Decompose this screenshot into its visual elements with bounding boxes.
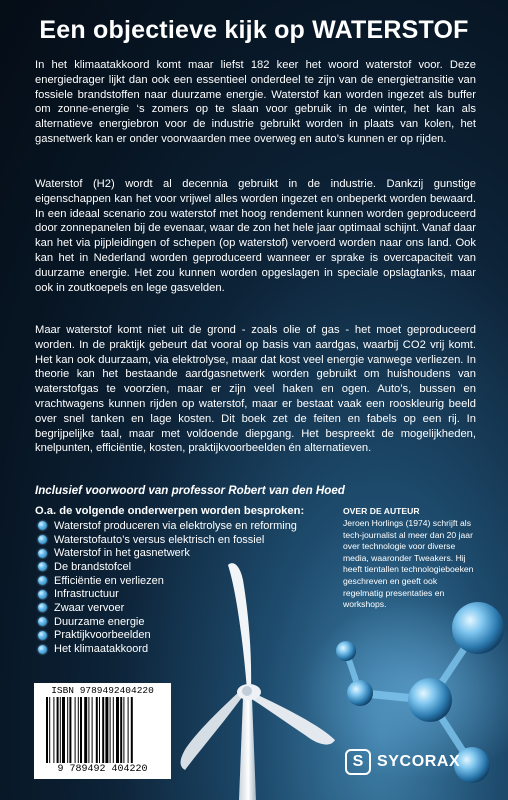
- barcode-icon: [46, 697, 159, 763]
- isbn-label: ISBN 9789492404220: [51, 685, 154, 696]
- barcode-bar: [110, 697, 111, 763]
- barcode-bar: [84, 697, 87, 763]
- list-item: Praktijkvoorbeelden: [38, 629, 297, 643]
- author-heading: OVER DE AUTEUR: [343, 506, 420, 516]
- bullet-sphere-icon: [38, 645, 47, 654]
- barcode-bar: [75, 697, 76, 763]
- bullet-sphere-icon: [38, 549, 47, 558]
- barcode-bar: [46, 697, 48, 763]
- list-item: Zwaar vervoer: [38, 601, 297, 615]
- barcode-bar: [60, 697, 61, 763]
- bullet-sphere-icon: [38, 562, 47, 571]
- topics-list: [38, 519, 297, 656]
- barcode-bar: [116, 697, 119, 763]
- barcode-bar: [49, 697, 50, 763]
- barcode-bar: [96, 697, 98, 763]
- barcode-bar: [123, 697, 124, 763]
- barcode-bar: [120, 697, 122, 763]
- barcode-bar: [92, 697, 93, 763]
- barcode-bar: [69, 697, 71, 763]
- list-item: Duurzame energie: [38, 615, 297, 629]
- topics-heading: O.a. de volgende onderwerpen worden besproken:: [35, 505, 305, 517]
- barcode-bar: [131, 697, 133, 763]
- list-item: Infrastructuur: [38, 587, 297, 601]
- body-paragraph-industry: Waterstof (H2) wordt al decennia gebruikt in de industrie. Dankzij gunstige eigenschappen kan het voor vrijwel alles worden ingezet en onbeperkt worden bewaard. In een ideaal scenario zou waterstof met hoog rendement kunnen worden geproduceerd door zonnepanelen bij de evenaar, waar de zon het hele jaar optimaal schijnt. Vanaf daar kan het via pijpleidingen of schepen (op waterstof) vervoerd worden naar ons land. Ook kan het in Nederland worden geproduceerd wanneer er sprake is overcapaciteit van duurzame energie. Het zou kunnen worden opgeslagen in speciale opslagtanks, maar ook in zoutkoepels en lege gasvelden.: [35, 178, 476, 294]
- intro-paragraph: In het klimaatakkoord komt maar liefst 182 keer het woord waterstof voor. Deze energiedrager lijkt dan ook een essentieel onderdeel te zijn van de energietransitie van fossiele brandstoffen naar duurzame energie. Waterstof kan worden ingezet als buffer om zonne-energie ‘s zomers op te slaan voor gebruik in de winter, het kan als alternatieve energiebron voor de industrie gebruikt worden in plaats van kolen, het gasnetwerk kan er onder voorwaarden mee overweg en auto’s kunnen er op rijden.: [35, 59, 476, 145]
- body-paragraph-production: Maar waterstof komt niet uit de grond - zoals olie of gas - het moet geproduceerd worden. In de praktijk gebeurt dat vooral op basis van aardgas, waarbij CO2 vrij komt. Het kan ook duurzaam, via elektrolyse, maar dat kost veel energie vanwege verliezen. In theorie kan het bestaande aardgasnetwerk worden gebruikt om huishoudens van waterstofgas te voorzien, maar er zijn veel haken en ogen. Auto’s, bussen en vrachtwagens kunnen rijden op waterstof, maar er bestaat vaak een rooskleurig beeld over snel tanken en lage kosten. Dit boek zet de feiten en fabels op een rij. In begrijpelijke taal, maar met voldoende diepgang. Het bespreekt de mogelijkheden, knelpunten, efficiëntie, kosten, praktijkvoorbeelden én alternatieven.: [35, 324, 476, 455]
- barcode-bar: [67, 697, 68, 763]
- list-item: Efficiëntie en verliezen: [38, 574, 297, 588]
- bullet-sphere-icon: [38, 521, 47, 530]
- barcode-bar: [80, 697, 82, 763]
- cover-title: Een objectieve kijk op WATERSTOF: [39, 16, 469, 44]
- author-bio: Jeroen Horlings (1974) schrijft als tech-journalist al meer dan 20 jaar over technologie voor diverse media, waaronder Tweakers. Hij heeft tientallen technologieboeken geschreven en geeft ook regelmatig presentaties en workshops.: [343, 518, 474, 610]
- barcode-bar: [62, 697, 65, 763]
- list-item: De brandstofcel: [38, 560, 297, 574]
- barcode-bar: [99, 697, 100, 763]
- barcode-bar: [88, 697, 89, 763]
- barcode-bar: [53, 697, 54, 763]
- barcode-bar: [105, 697, 108, 763]
- bullet-sphere-icon: [38, 631, 47, 640]
- isbn-barcode: [34, 683, 171, 779]
- bullet-sphere-icon: [38, 603, 47, 612]
- barcode-bar: [128, 697, 129, 763]
- bullet-sphere-icon: [38, 590, 47, 599]
- bullet-sphere-icon: [38, 535, 47, 544]
- bullet-sphere-icon: [38, 576, 47, 585]
- publisher-name: SYCORAX: [377, 753, 461, 770]
- list-item: Het klimaatakkoord: [38, 642, 297, 656]
- list-item: Waterstof produceren via elektrolyse en reforming: [38, 519, 297, 533]
- list-item: Waterstofauto’s versus elektrisch en fossiel: [38, 533, 297, 547]
- publisher-mark-icon: S: [345, 749, 371, 775]
- barcode-bar: [113, 697, 114, 763]
- foreword-note: Inclusief voorwoord van professor Robert van den Hoed: [35, 484, 345, 497]
- list-item: Waterstof in het gasnetwerk: [38, 546, 297, 560]
- barcode-bar: [102, 697, 104, 763]
- publisher-logo: [345, 749, 460, 775]
- bullet-sphere-icon: [38, 617, 47, 626]
- isbn-digits: 9 789492 404220: [57, 764, 148, 775]
- barcode-bar: [57, 697, 59, 763]
- barcode-bar: [78, 697, 79, 763]
